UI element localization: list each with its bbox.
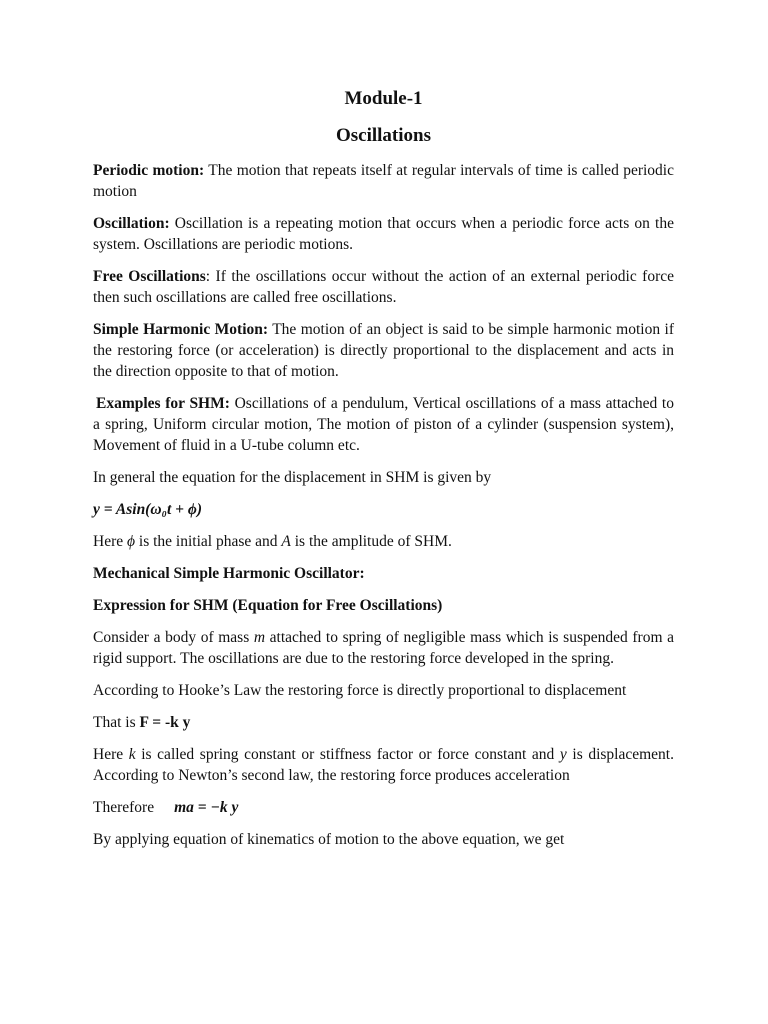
spring-constant-part3: is displacement. According to Newton’s second law, the restoring force produces acceleration <box>93 746 674 784</box>
amplitude-symbol: A <box>281 533 291 550</box>
mechanical-oscillator-heading-text: Mechanical Simple Harmonic Oscillator: <box>93 565 365 582</box>
spring-constant-part2: is called spring constant or stiffness factor or force constant and <box>135 746 560 763</box>
that-is-line <box>93 712 674 733</box>
phi-symbol: ϕ <box>127 533 136 550</box>
that-is-label: That is <box>93 714 140 731</box>
free-oscillations-text: : If the oscillations occur without the action of an external periodic force then such oscillations are called free oscillations. <box>93 268 674 306</box>
chapter-title: Oscillations <box>335 125 431 146</box>
shm-term: Simple Harmonic Motion: <box>93 321 269 338</box>
examples-text: Oscillations of a pendulum, Vertical oscillations of a mass attached to a spring, Uniform circular motion, The motion of piston of a cylinder (suspension system), Movement of fluid in a U-tube column etc. <box>93 395 674 454</box>
expression-heading <box>93 595 674 616</box>
periodic-motion-definition <box>93 160 674 202</box>
y-symbol: y <box>559 746 567 763</box>
phase-line-part2: is the initial phase and <box>135 533 282 550</box>
displacement-equation <box>93 499 674 520</box>
therefore-line <box>93 797 674 818</box>
oscillation-definition <box>93 213 674 255</box>
general-equation-intro: In general the equation for the displacement in SHM is given by <box>93 469 492 486</box>
periodic-motion-term: Periodic motion: <box>93 162 205 179</box>
body-mass-paragraph <box>93 627 674 669</box>
hookes-law-line: According to Hooke’s Law the restoring force is directly proportional to displacement <box>93 682 627 699</box>
spring-constant-paragraph <box>93 744 674 786</box>
mechanical-oscillator-heading <box>93 563 674 584</box>
spring-constant-part1: Here <box>93 746 129 763</box>
kinematics-line: By applying equation of kinematics of motion to the above equation, we get <box>93 831 565 848</box>
module-title: Module-1 <box>344 88 423 109</box>
newton-equation: ma = −k y <box>174 799 239 816</box>
displacement-equation-text: y = Asin(ω₀t + ϕ) <box>93 501 202 518</box>
document-page <box>93 84 674 861</box>
phase-amplitude-line <box>93 531 674 552</box>
shm-definition <box>93 319 674 382</box>
mass-symbol: m <box>253 629 266 646</box>
k-symbol: k <box>128 746 136 763</box>
body-mass-part2: attached to spring of negligible mass which is suspended from a rigid support. The oscillations are due to the restoring force developed in the spring. <box>93 629 674 667</box>
phase-line-part1: Here <box>93 533 127 550</box>
periodic-motion-text: The motion that repeats itself at regular intervals of time is called periodic motion <box>93 162 674 200</box>
shm-text: The motion of an object is said to be simple harmonic motion if the restoring force (or acceleration) is directly proportional to the displacement and acts in the direction opposite to that of motion. <box>93 321 674 380</box>
shm-examples <box>93 393 674 456</box>
phase-line-part3: is the amplitude of SHM. <box>290 533 452 550</box>
free-oscillations-definition <box>93 266 674 308</box>
oscillation-text: Oscillation is a repeating motion that occurs when a periodic force acts on the system. Oscillations are periodic motions. <box>93 215 674 253</box>
body-mass-part1: Consider a body of mass <box>93 629 254 646</box>
therefore-label: Therefore <box>93 799 155 816</box>
free-oscillations-term: Free Oscillations <box>93 268 206 285</box>
hookes-formula: F = -k y <box>139 714 191 731</box>
oscillation-term: Oscillation: <box>93 215 170 232</box>
examples-term: Examples for SHM: <box>96 395 230 412</box>
expression-heading-text: Expression for SHM (Equation for Free Oscillations) <box>93 597 443 614</box>
